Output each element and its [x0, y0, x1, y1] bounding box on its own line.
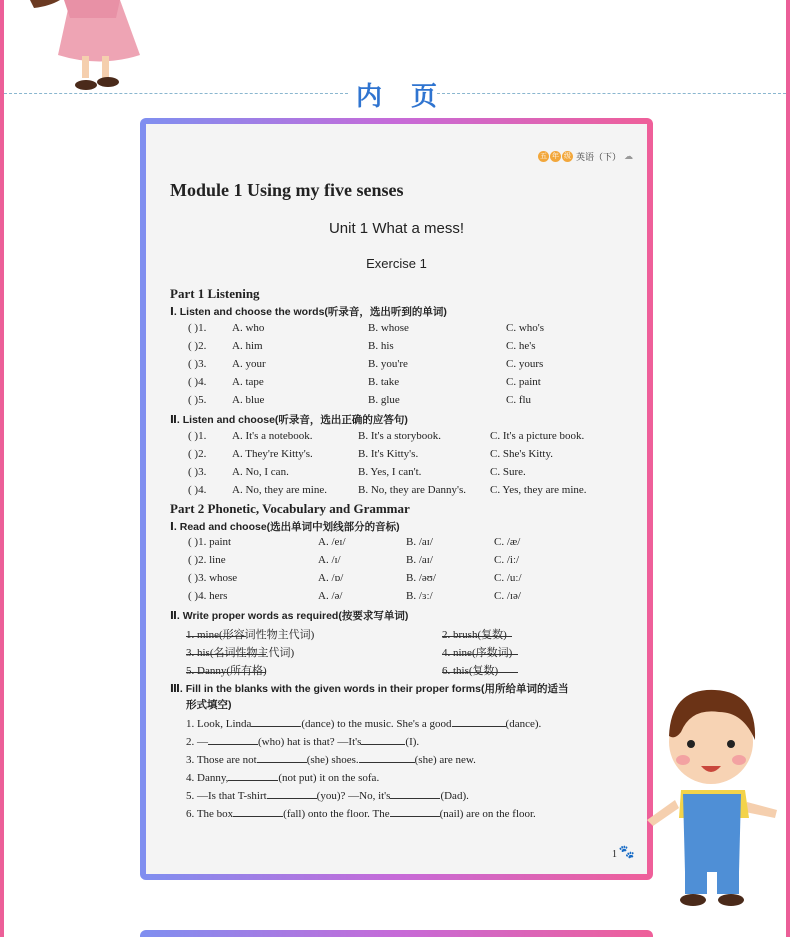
- question-row: [188, 340, 628, 356]
- option-b: B. whose: [368, 322, 409, 334]
- question-number: ( )4. hers: [188, 590, 228, 602]
- question-number: ( )3. whose: [188, 572, 238, 584]
- option-b: B. /ɜː/: [406, 590, 433, 602]
- item-number: 4.: [186, 772, 195, 784]
- question-row: [188, 466, 628, 482]
- option-c: C. paint: [506, 376, 541, 388]
- question-row: [188, 394, 628, 410]
- word-task-prompt: 2. brush(复数): [442, 629, 507, 641]
- fill-text: (you)? —No, it's: [316, 790, 391, 802]
- option-a: A. No, they are mine.: [232, 484, 327, 496]
- question-number: ( )4.: [188, 484, 207, 496]
- fill-text: (Dad).: [440, 790, 469, 802]
- option-c: C. /uː/: [494, 572, 522, 584]
- section-heading: 形式填空): [186, 699, 232, 711]
- grade-char: 五: [539, 152, 547, 160]
- question-number: ( )1.: [188, 430, 207, 442]
- answer-blank[interactable]: [208, 734, 258, 745]
- option-a: A. It's a notebook.: [232, 430, 313, 442]
- word-task-row: [186, 662, 636, 678]
- option-c: C. She's Kitty.: [490, 448, 553, 460]
- option-b: B. It's a storybook.: [358, 430, 441, 442]
- option-c: C. /æ/: [494, 536, 521, 548]
- question-row: [188, 430, 628, 446]
- option-c: C. who's: [506, 322, 545, 334]
- fill-row: [186, 734, 419, 748]
- fill-text: Those are not: [196, 754, 257, 766]
- option-a: A. /eɪ/: [318, 536, 346, 548]
- option-c: C. he's: [506, 340, 536, 352]
- answer-blank[interactable]: [186, 644, 266, 655]
- question-row: [188, 572, 628, 588]
- grade-char: 级: [563, 152, 571, 160]
- fill-text: (she) are new.: [414, 754, 476, 766]
- fill-text: Look, Linda: [197, 718, 252, 730]
- grade-char: 年: [551, 152, 559, 160]
- word-task-row: [186, 626, 636, 642]
- option-a: A. /ə/: [318, 590, 343, 602]
- question-number: ( )4.: [188, 376, 207, 388]
- question-row: [188, 376, 628, 392]
- option-a: A. They're Kitty's.: [232, 448, 313, 460]
- fill-text: Danny,: [197, 772, 229, 784]
- left-divider: [4, 93, 348, 94]
- fill-text: —: [197, 736, 208, 748]
- option-b: B. take: [368, 376, 400, 388]
- question-number: ( )1.: [188, 322, 207, 334]
- header-label: 英语（下）: [575, 153, 621, 163]
- item-number: 1.: [186, 718, 195, 730]
- option-a: A. tape: [232, 376, 264, 388]
- paw-icon: 🐾: [618, 844, 635, 859]
- answer-blank[interactable]: [186, 662, 266, 673]
- item-number: 2.: [186, 736, 195, 748]
- question-number: ( )2. line: [188, 554, 226, 566]
- word-task-row: [186, 644, 636, 660]
- item-number: 6.: [186, 808, 195, 820]
- option-c: C. /iː/: [494, 554, 520, 566]
- page-header: [538, 150, 633, 163]
- option-a: A. No, I can.: [232, 466, 289, 478]
- part-title: Part 2 Phonetic, Vocabulary and Grammar: [170, 501, 410, 516]
- unit-title: Unit 1 What a mess!: [328, 220, 465, 237]
- fill-text: (not put) it on the sofa.: [278, 772, 380, 784]
- question-row: [188, 590, 628, 606]
- next-page-frame: [140, 930, 653, 937]
- fill-text: —Is that T-shirt: [197, 790, 267, 802]
- option-a: A. him: [232, 340, 263, 352]
- word-task-prompt: 6. this(复数): [442, 665, 499, 677]
- answer-blank[interactable]: [251, 716, 301, 727]
- question-number: ( )3.: [188, 358, 207, 370]
- answer-blank[interactable]: [361, 734, 405, 745]
- answer-blank[interactable]: [442, 644, 518, 655]
- option-a: A. blue: [232, 394, 265, 406]
- question-number: ( )2.: [188, 340, 207, 352]
- section-heading: Ⅰ. Listen and choose the words(听录音，选出听到的单词): [170, 306, 447, 318]
- workbook-page: [146, 124, 647, 874]
- question-number: ( )2.: [188, 448, 207, 460]
- option-c: C. Sure.: [490, 466, 526, 478]
- page-frame: [140, 118, 653, 880]
- word-task-prompt: 4. nine(序数词): [442, 647, 513, 659]
- option-c: C. /ɪə/: [494, 590, 521, 602]
- fill-text: (fall) onto the floor. The: [283, 808, 390, 820]
- answer-blank[interactable]: [442, 626, 512, 637]
- option-b: B. his: [368, 340, 394, 352]
- option-b: B. No, they are Danny's.: [358, 484, 466, 496]
- item-number: 5.: [186, 790, 195, 802]
- item-number: 3.: [186, 754, 195, 766]
- option-c: C. It's a picture book.: [490, 430, 585, 442]
- option-b: B. It's Kitty's.: [358, 448, 419, 460]
- section-heading: Ⅱ. Listen and choose(听录音，选出正确的应答句): [170, 414, 408, 426]
- word-task-prompt: 3. his(名词性物主代词): [186, 647, 295, 659]
- fill-row: [186, 716, 541, 730]
- option-c: C. flu: [506, 394, 532, 406]
- option-c: C. yours: [506, 358, 544, 370]
- question-row: [188, 358, 628, 374]
- part-title: Part 1 Listening: [170, 286, 260, 301]
- girl-illustration: [30, 0, 150, 95]
- answer-blank[interactable]: [186, 626, 246, 637]
- option-a: A. /ɒ/: [318, 572, 344, 584]
- answer-blank[interactable]: [359, 752, 415, 763]
- word-task-prompt: 1. mine(形容词性物主代词): [186, 629, 315, 641]
- section-heading: Ⅰ. Read and choose(选出单词中划线部分的音标): [170, 521, 400, 533]
- answer-blank[interactable]: [452, 716, 506, 727]
- fill-row: [186, 752, 476, 766]
- question-row: [188, 322, 628, 338]
- grade-badge: [538, 151, 573, 162]
- question-number: ( )5.: [188, 394, 207, 406]
- question-row: [188, 484, 628, 500]
- fill-text: (she) shoes.: [306, 754, 359, 766]
- section-title: 内 页: [356, 82, 448, 112]
- option-b: B. you're: [368, 358, 408, 370]
- question-row: [188, 448, 628, 464]
- answer-blank[interactable]: [442, 662, 518, 673]
- fill-text: (nail) are on the floor.: [439, 808, 536, 820]
- option-b: B. /əʊ/: [406, 572, 436, 584]
- fill-text: (dance).: [505, 718, 542, 730]
- answer-blank[interactable]: [257, 752, 307, 763]
- question-row: [188, 554, 628, 570]
- section-heading: Ⅱ. Write proper words as required(按要求写单词): [170, 610, 409, 622]
- question-number: ( )1. paint: [188, 536, 232, 548]
- option-b: B. /aɪ/: [406, 554, 433, 566]
- question-row: [188, 536, 628, 552]
- answer-blank[interactable]: [390, 806, 440, 817]
- answer-blank[interactable]: [233, 806, 283, 817]
- fill-text: The box: [196, 808, 234, 820]
- exercise-title: Exercise 1: [366, 256, 427, 271]
- option-a: A. your: [232, 358, 266, 370]
- option-b: B. glue: [368, 394, 400, 406]
- page-number: 1: [612, 849, 617, 860]
- word-task-prompt: 5. Danny(所有格): [186, 665, 267, 677]
- section-heading: Ⅲ. Fill in the blanks with the given words in their proper forms(用所给单词的适当: [170, 683, 569, 695]
- answer-blank[interactable]: [228, 770, 278, 781]
- question-number: ( )3.: [188, 466, 207, 478]
- fill-row: [186, 806, 536, 820]
- right-divider: [437, 93, 786, 94]
- answer-blank[interactable]: [267, 788, 317, 799]
- option-b: B. /aɪ/: [406, 536, 433, 548]
- fill-text: (dance) to the music. She's a good: [301, 718, 452, 730]
- cloud-icon: ☁: [624, 151, 633, 162]
- answer-blank[interactable]: [390, 788, 440, 799]
- option-b: B. Yes, I can't.: [358, 466, 422, 478]
- option-a: A. who: [232, 322, 265, 334]
- option-c: C. Yes, they are mine.: [490, 484, 587, 496]
- fill-row: [186, 788, 469, 802]
- left-border: [0, 0, 4, 937]
- fill-text: (I).: [405, 736, 420, 748]
- module-title: Module 1 Using my five senses: [170, 180, 404, 200]
- fill-text: (who) hat is that? —It's: [258, 736, 362, 748]
- fill-row: [186, 770, 379, 784]
- boy-illustration: [635, 682, 790, 922]
- option-a: A. /ɪ/: [318, 554, 341, 566]
